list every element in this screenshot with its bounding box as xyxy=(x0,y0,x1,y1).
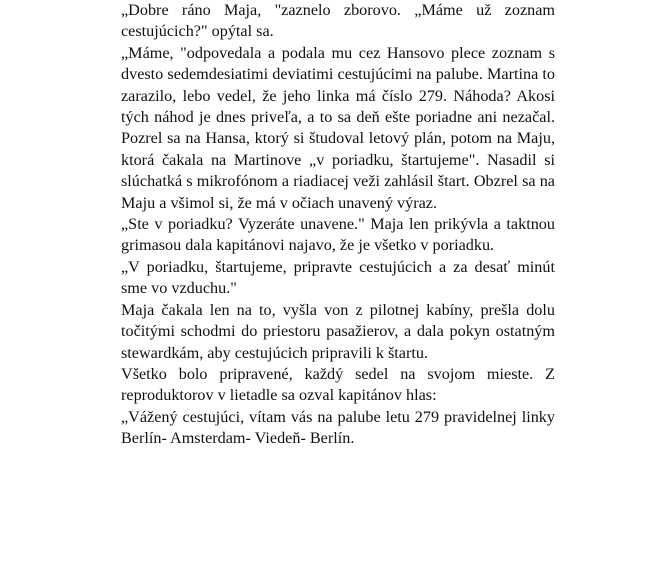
paragraph-everything-ready: Všetko bolo pripravené, každý sedel na svojom mieste. Z reproduktorov v lietadle sa ozval kapitánov hlas: xyxy=(121,364,555,405)
paragraph-captain-announcement: „Vážený cestujúci, vítam vás na palube letu 279 pravidelnej linky Berlín- Amsterdam- Viedeň- Berlín. xyxy=(121,407,555,448)
paragraph-takeoff-order: „V poriadku, štartujeme, pripravte cestujúcich a za desať minút sme vo vzduchu." xyxy=(121,257,555,298)
paragraph-are-you-ok: „Ste v poriadku? Vyzeráte unavene." Maja len prikývla a taktnou grimasou dala kapitánovi najavo, že je všetko v poriadku. xyxy=(121,215,555,255)
paragraph-passenger-list: „Máme, "odpovedala a podala mu cez Hansovo plece zoznam s dvesto sedemdesiatimi deviatimi cestujúcimi na palube. Martina to zarazilo, lebo vedel, že jeho linka má číslo 279. Náhoda? Akosi tých náhod je dnes priveľa, a to sa deň ešte poriadne ani nezačal. Pozrel sa na Hansa, ktorý si študoval letový plán, potom na Maju, ktorá čakala na Martinove „v poriadku, štartujeme". Nasadil si slúchatká s mikrofónom a riadiacej veži zahlásil štart. Obzrel sa na Maju a všimol si, že má v očiach unavený výraz. xyxy=(121,43,555,212)
paragraph-greeting: „Dobre ráno Maja, "zaznelo zborovo. „Máme už zoznam cestujúcich?" opýtal sa. xyxy=(121,1,555,41)
text-column xyxy=(121,0,555,450)
paragraph-maja-leaves: Maja čakala len na to, vyšla von z pilotnej kabíny, prešla dolu točitými schodmi do priestoru pasažierov, a dala pokyn ostatným stewardkám, aby cestujúcich pripravili k štartu. xyxy=(121,300,555,362)
